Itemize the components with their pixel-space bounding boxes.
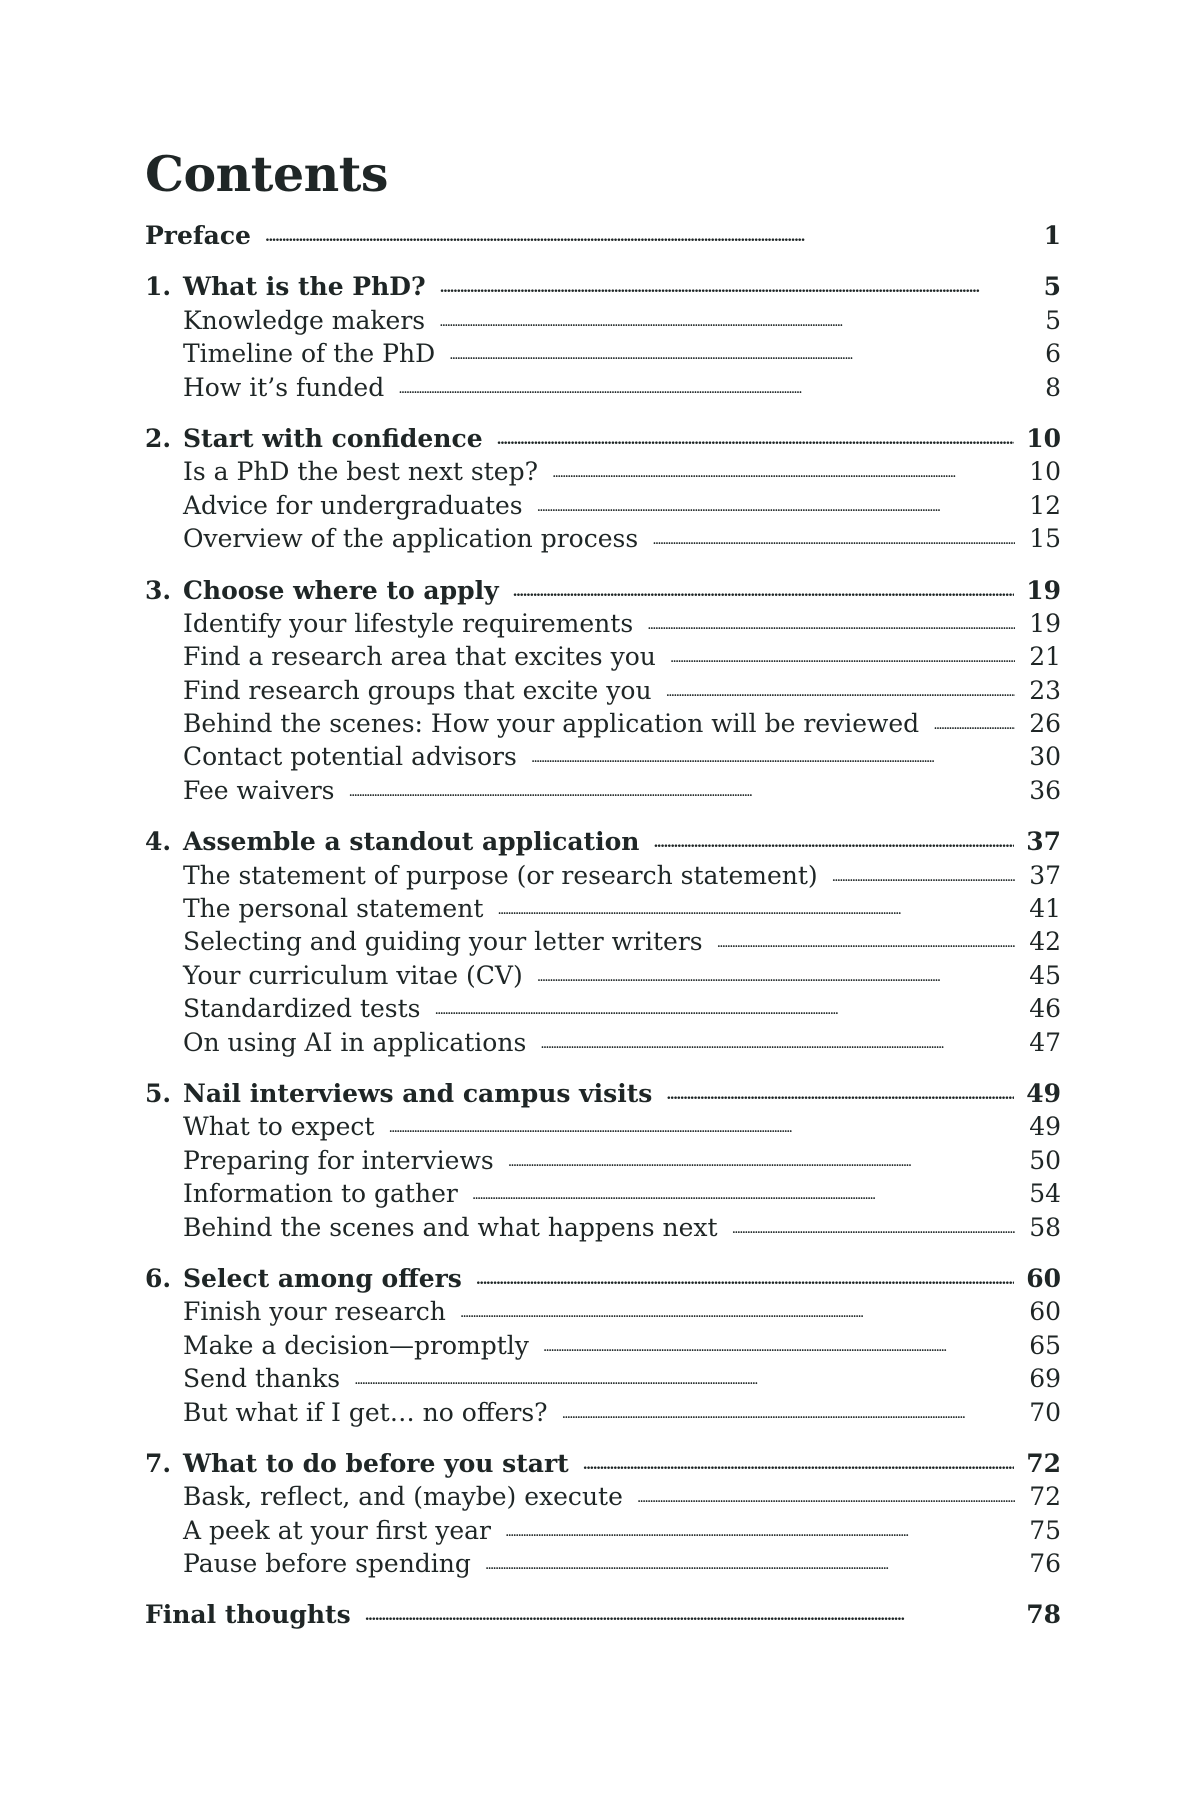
toc-entry-section[interactable] [145,959,1061,992]
toc-page-number: 21 [1029,642,1061,672]
toc-page-number: 54 [1029,1179,1061,1209]
dot-leader [552,455,1015,480]
toc-label: Timeline of the PhD [183,339,436,369]
page-title: Contents [145,145,388,203]
toc-label: Finish your research [183,1297,446,1327]
toc-page-number: 23 [1029,675,1061,705]
toc-label: Make a decision—promptly [183,1330,529,1360]
toc-label: How it’s funded [183,372,385,402]
toc-entry-section[interactable] [145,304,1061,337]
toc-entry-section[interactable] [145,1547,1061,1580]
toc-entry-section[interactable] [145,892,1061,925]
dot-leader [497,422,1015,447]
toc-group-final [145,1598,1061,1631]
toc-entry-section[interactable] [145,337,1061,370]
toc-entry-section[interactable] [145,1110,1061,1143]
toc-entry-section[interactable] [145,489,1061,522]
dot-leader [440,270,1015,295]
toc-page-number: 19 [1026,575,1061,605]
toc-entry-chapter-6[interactable] [145,1262,1061,1295]
toc-group-chapter-4 [145,825,1061,1059]
chapter-number: 1. [145,272,172,302]
toc-page-number: 42 [1029,927,1061,957]
toc-page-number: 72 [1029,1482,1061,1512]
dot-leader [666,1077,1014,1102]
toc-page-number: 19 [1029,608,1061,638]
toc-entry-section[interactable] [145,1211,1061,1244]
toc-label: Start with confidence [183,423,483,453]
dot-leader [398,371,1015,396]
toc-label: Find a research area that excites you [183,642,656,672]
toc-group-chapter-3 [145,574,1061,808]
toc-entry-section[interactable] [145,1144,1061,1177]
toc-label: What to expect [183,1112,375,1142]
toc-page-number: 12 [1029,490,1061,520]
toc-group-chapter-1 [145,270,1061,404]
toc-entry-section[interactable] [145,1295,1061,1328]
toc-label: On using AI in applications [183,1027,527,1057]
toc-page-number: 5 [1043,272,1061,302]
toc-entry-section[interactable] [145,640,1061,673]
toc-entry-section[interactable] [145,607,1061,640]
toc-page-number: 72 [1026,1448,1061,1478]
toc-page-number: 65 [1029,1330,1061,1360]
toc-page-number: 78 [1026,1600,1061,1630]
toc-page-number: 37 [1029,860,1061,890]
dot-leader [732,1211,1015,1236]
dot-leader [540,1026,1015,1051]
toc-label: Is a PhD the best next step? [183,457,538,487]
dot-leader [472,1177,1015,1202]
dot-leader [670,640,1015,665]
contents-page [145,145,1061,1632]
toc-label: Final thoughts [145,1600,351,1630]
toc-label: Behind the scenes: How your application will be reviewed [183,709,920,739]
toc-group-chapter-2 [145,422,1061,556]
toc-label: Your curriculum vitae (CV) [183,960,523,990]
dot-leader [717,925,1015,950]
dot-leader [531,740,1015,765]
toc-label: Assemble a standout application [183,827,640,857]
toc-label: Select among offers [183,1263,462,1293]
toc-page-number: 70 [1029,1397,1061,1427]
toc-page-number: 26 [1029,709,1061,739]
toc-page-number: 10 [1029,457,1061,487]
toc-label: A peek at your first year [183,1515,491,1545]
toc-page-number: 30 [1029,742,1061,772]
toc-page-number: 49 [1029,1112,1061,1142]
toc-page-number: 60 [1029,1297,1061,1327]
toc-entry-final-thoughts[interactable] [145,1598,1061,1631]
toc-page-number: 10 [1026,423,1061,453]
dot-leader [439,304,1015,329]
dot-leader [354,1362,1015,1387]
dot-leader [505,1514,1015,1539]
toc-entry-section[interactable] [145,1362,1061,1395]
dot-leader [497,892,1015,917]
dot-leader [508,1144,1015,1169]
toc-label: The personal statement [183,894,484,924]
toc-entry-section[interactable] [145,455,1061,488]
toc-entry-chapter-2[interactable] [145,422,1061,455]
dot-leader [832,859,1015,884]
toc-label: Behind the scenes and what happens next [183,1212,718,1242]
toc-label: What is the PhD? [183,272,426,302]
toc-label: Send thanks [183,1364,341,1394]
dot-leader [460,1295,1015,1320]
toc-entry-section[interactable] [145,859,1061,892]
toc-entry-section[interactable] [145,1396,1061,1429]
toc-label: Contact potential advisors [183,742,517,772]
toc-entry-section[interactable] [145,1514,1061,1547]
toc-label: Preparing for interviews [183,1145,494,1175]
toc-entry-section[interactable] [145,371,1061,404]
toc-label: Information to gather [183,1179,458,1209]
toc-group-chapter-6 [145,1262,1061,1429]
dot-leader [349,774,1015,799]
toc-page-number: 6 [1045,339,1061,369]
toc-page-number: 60 [1026,1263,1061,1293]
dot-leader [388,1110,1015,1135]
dot-leader [562,1396,1015,1421]
dot-leader [637,1480,1015,1505]
toc-page-number: 46 [1029,994,1061,1024]
toc-page-number: 36 [1029,775,1061,805]
dot-leader [652,522,1015,547]
toc-label: Overview of the application process [183,524,639,554]
toc-page-number: 49 [1026,1078,1061,1108]
chapter-list [145,270,1061,1580]
toc-page-number: 58 [1029,1212,1061,1242]
toc-page-number: 45 [1029,960,1061,990]
chapter-number: 3. [145,575,172,605]
dot-leader [435,992,1016,1017]
chapter-number: 7. [145,1448,172,1478]
toc-label: Standardized tests [183,994,421,1024]
toc-page-number: 69 [1029,1364,1061,1394]
toc-label: Identify your lifestyle requirements [183,608,634,638]
dot-leader [583,1447,1014,1472]
toc-entry-section[interactable] [145,522,1061,555]
toc-page-number: 1 [1043,221,1061,250]
toc-label: Pause before spending [183,1549,471,1579]
dot-leader [666,674,1015,699]
chapter-number: 2. [145,423,172,453]
dot-leader [933,707,1015,732]
chapter-number: 5. [145,1078,172,1108]
toc-group-chapter-7 [145,1447,1061,1581]
toc-page-number: 50 [1029,1145,1061,1175]
dot-leader [537,489,1015,514]
toc-label: Selecting and guiding your letter writers [183,927,703,957]
toc-entry-section[interactable] [145,674,1061,707]
chapter-number: 4. [145,827,172,857]
toc-entry-chapter-5[interactable] [145,1077,1061,1110]
toc-page-number: 5 [1045,305,1061,335]
toc-page-number: 15 [1029,524,1061,554]
dot-leader [537,959,1015,984]
dot-leader [476,1262,1014,1287]
dot-leader [365,1598,1015,1623]
toc-label: The statement of purpose (or research statement) [183,860,818,890]
toc-page-number: 75 [1029,1515,1061,1545]
toc-label: Nail interviews and campus visits [183,1078,653,1108]
toc-group-chapter-5 [145,1077,1061,1244]
toc-entry-section[interactable] [145,1480,1061,1513]
toc-entry-section[interactable] [145,1177,1061,1210]
dot-leader [513,574,1015,599]
toc-entry-chapter-1[interactable] [145,270,1061,303]
toc-label: Fee waivers [183,775,335,805]
dot-leader [265,219,1029,244]
toc-entry-section[interactable] [145,1329,1061,1362]
toc-entry-section[interactable] [145,1026,1061,1059]
toc-label: Advice for undergraduates [183,490,523,520]
chapter-number: 6. [145,1263,172,1293]
toc-entry-preface[interactable] [145,219,1061,252]
toc-entry-chapter-7[interactable] [145,1447,1061,1480]
toc-page-number: 41 [1029,894,1061,924]
toc-label: Choose where to apply [183,575,499,605]
toc-label: Preface [145,221,251,250]
toc-label: But what if I get… no offers? [183,1397,548,1427]
toc-entry-chapter-4[interactable] [145,825,1061,858]
toc-entry-section[interactable] [145,740,1061,773]
toc-label: Knowledge makers [183,305,426,335]
dot-leader [653,825,1014,850]
toc-label: Find research groups that excite you [183,675,652,705]
toc-page-number: 47 [1029,1027,1061,1057]
dot-leader [485,1547,1015,1572]
dot-leader [647,607,1015,632]
toc-page-number: 76 [1029,1549,1061,1579]
toc-entry-section[interactable] [145,992,1061,1025]
toc-page-number: 37 [1026,827,1061,857]
toc-label: What to do before you start [183,1448,569,1478]
toc-page-number: 8 [1045,372,1061,402]
toc-label: Bask, reflect, and (maybe) execute [183,1482,623,1512]
toc-entry-chapter-3[interactable] [145,574,1061,607]
dot-leader [449,337,1015,362]
toc-entry-section[interactable] [145,774,1061,807]
dot-leader [543,1329,1015,1354]
toc-entry-section[interactable] [145,707,1061,740]
toc-entry-section[interactable] [145,925,1061,958]
